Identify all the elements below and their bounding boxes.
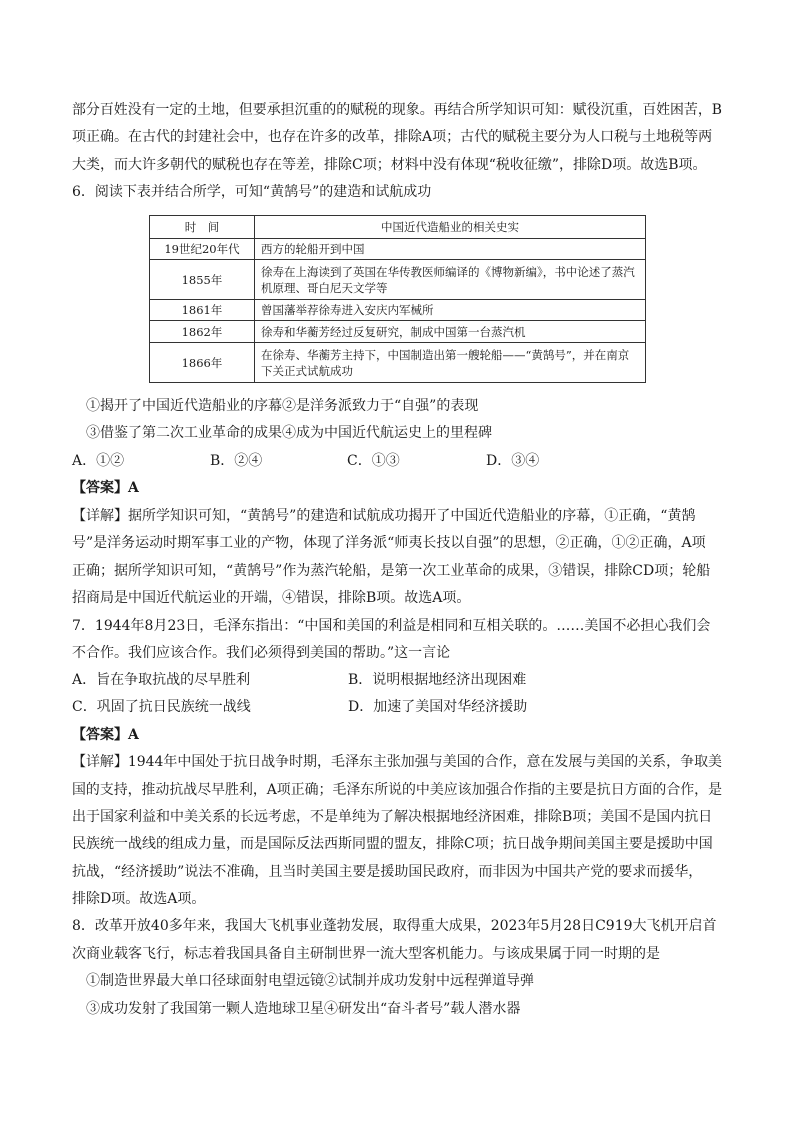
- q8-stem-line-1: 8．改革开放40多年来，我国大飞机事业蓬勃发展，取得重大成果，2023年5月28日C919大飞机开启首: [72, 918, 717, 934]
- table-cell-time: 1866年: [150, 343, 255, 383]
- q7-explain-line-5: 抗战，“经济援助”说法不准确，且当时美国主要是援助国民政府，而非因为中国共产党的要求而援华，: [72, 864, 703, 880]
- q7-option-b: B．说明根据地经济出现困难: [348, 672, 527, 688]
- table-cell-fact: 徐寿和华蘅芳经过反复研究，制成中国第一台蒸汽机: [255, 321, 646, 343]
- q6-option-b: B．②④: [210, 453, 263, 469]
- table-cell-time: 1862年: [150, 321, 255, 343]
- q6-answer: 【答案】A: [72, 480, 139, 496]
- q7-explain-line-1: 【详解】1944年中国处于抗日战争时期，毛泽东主张加强与美国的合作，意在发展与美国的关系，争取美: [72, 754, 723, 770]
- table-cell-time: 19世纪20年代: [150, 239, 255, 260]
- history-table: [149, 215, 646, 383]
- q7-explain-line-2: 国的支持，推动抗战尽早胜利，A项正确；毛泽东所说的中美应该加强合作指的主要是抗日方面的合作，是: [72, 782, 722, 798]
- q7-stem-line-2: 不合作。我们应该合作。我们必须得到美国的帮助。”这一言论: [72, 645, 451, 661]
- q7-option-c: C．巩固了抗日民族统一战线: [72, 699, 251, 715]
- q6-statement-1: ①揭开了中国近代造船业的序幕②是洋务派致力于“自强”的表现: [86, 398, 479, 414]
- q6-statement-2: ③借鉴了第二次工业革命的成果④成为中国近代航运史上的里程碑: [86, 425, 492, 441]
- q6-explain-line-4: 招商局是中国近代航运业的开端，④错误，排除B项。故选A项。: [72, 590, 471, 606]
- table-header-fact: 中国近代造船业的相关史实: [255, 216, 646, 239]
- table-row: [150, 260, 646, 300]
- q6-option-d: D．③④: [486, 453, 540, 469]
- q7-option-d: D．加速了美国对华经济援助: [348, 699, 528, 715]
- q8-stem-line-2: 次商业载客飞行，标志着我国具备自主研制世界一流大型客机能力。与该成果属于同一时期的是: [72, 946, 660, 962]
- q6-option-c: C．①③: [347, 453, 400, 469]
- table-row: [150, 300, 646, 321]
- table-header-time: 时 间: [150, 216, 255, 239]
- intro-line-1: 部分百姓没有一定的土地，但要承担沉重的的赋税的现象。再结合所学知识可知：赋役沉重，百姓困苦，B: [72, 102, 722, 118]
- table-row: [150, 343, 646, 383]
- table-cell-fact: 在徐寿、华蘅芳主持下，中国制造出第一艘轮船——“黄鹄号”，并在南京下关正式试航成功: [255, 343, 646, 383]
- table-header-row: [150, 216, 646, 239]
- q6-explain-line-1: 【详解】据所学知识可知，“黄鹄号”的建造和试航成功揭开了中国近代造船业的序幕，①正确，“黄鹄: [72, 508, 696, 524]
- table-cell-time: 1855年: [150, 260, 255, 300]
- intro-line-3: 大类，而大许多朝代的赋税也存在等差，排除C项；材料中没有体现“税收征缴”，排除D项。故选B项。: [72, 157, 707, 173]
- q6-explain-line-2: 号”是洋务运动时期军事工业的产物，体现了洋务派“师夷长技以自强”的思想，②正确，①②正确，A项: [72, 535, 706, 551]
- q6-explain-line-3: 正确；据所学知识可知，“黄鹄号”作为蒸汽轮船，是第一次工业革命的成果，③错误，排除CD项；轮船: [72, 563, 711, 579]
- intro-line-2: 项正确。在古代的封建社会中，也存在许多的改革，排除A项；古代的赋税主要分为人口税与土地税等两: [72, 129, 713, 145]
- table-cell-fact: 徐寿在上海读到了英国在华传教医师编译的《博物新编》，书中论述了蒸汽机原理、哥白尼天文学等: [255, 260, 646, 300]
- q6-option-a: A．①②: [72, 453, 125, 469]
- q7-option-a: A．旨在争取抗战的尽早胜利: [72, 672, 251, 688]
- q6-stem: 6．阅读下表并结合所学，可知“黄鹄号”的建造和试航成功: [72, 184, 432, 200]
- table-row: [150, 239, 646, 260]
- q7-stem-line-1: 7．1944年8月23日，毛泽东指出：“中国和美国的利益是相同和互相关联的。……美国不必担心我们会: [72, 618, 711, 634]
- q7-explain-line-4: 民族统一战线的组成力量，而是国际反法西斯同盟的盟友，排除C项；抗日战争期间美国主要是援助中国: [72, 836, 713, 852]
- table-cell-fact: 曾国藩举荐徐寿进入安庆内军械所: [255, 300, 646, 321]
- table-cell-fact: 西方的轮船开到中国: [255, 239, 646, 260]
- q7-answer: 【答案】A: [72, 727, 139, 743]
- table-cell-time: 1861年: [150, 300, 255, 321]
- q7-explain-line-3: 出于国家利益和中美关系的长远考虑，不是单纯为了解决根据地经济困难，排除B项；美国不是国内抗日: [72, 809, 713, 825]
- q8-statement-1: ①制造世界最大单口径球面射电望远镜②试制并成功发射中远程弹道导弹: [86, 973, 534, 989]
- q8-statement-2: ③成功发射了我国第一颗人造地球卫星④研发出“奋斗者号”载人潜水器: [86, 1001, 521, 1017]
- q7-explain-line-6: 排除D项。故选A项。: [72, 891, 206, 907]
- table-row: [150, 321, 646, 343]
